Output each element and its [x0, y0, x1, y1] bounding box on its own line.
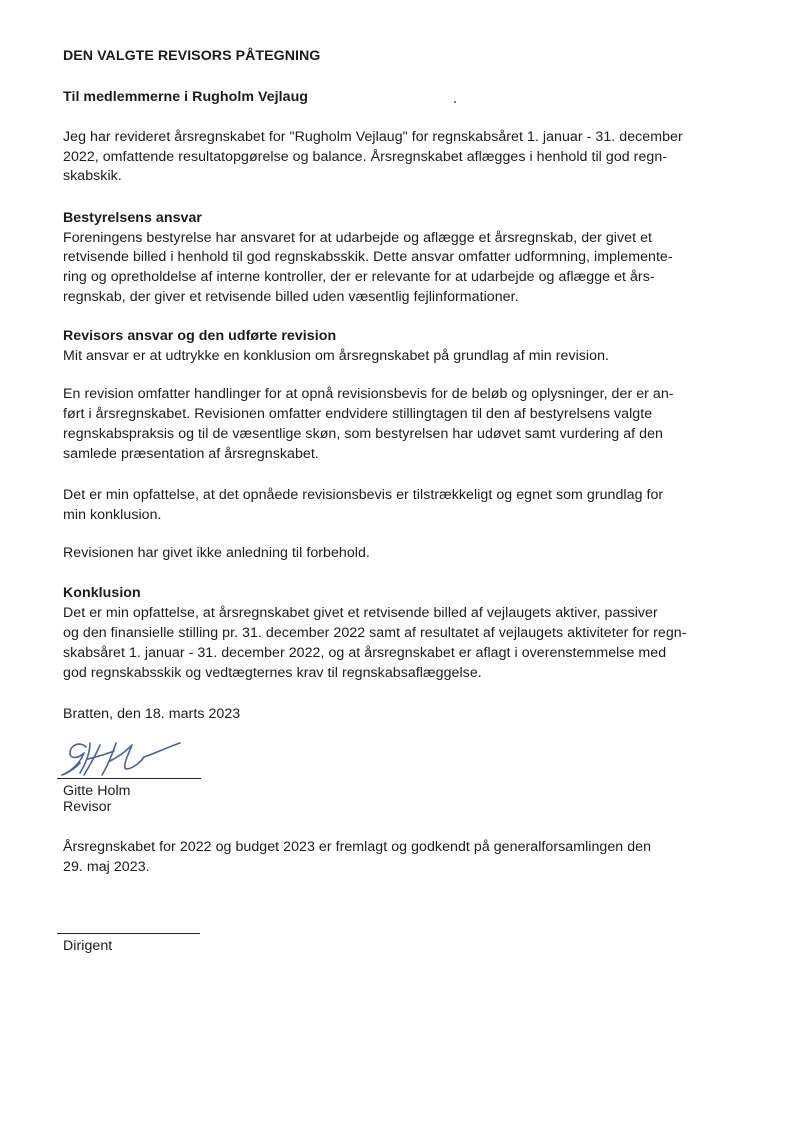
- signature-line: [57, 778, 201, 779]
- conclusion-line: og den finansielle stilling pr. 31. december 2022 samt af resultatet af vejlaugets aktiviteter for regn-: [63, 625, 687, 641]
- auditor-line: min konklusion.: [63, 507, 162, 523]
- scan-speck: [454, 101, 456, 103]
- board-line: Foreningens bestyrelse har ansvaret for at udarbejde og aflægge et årsregnskab, der givet et: [63, 230, 652, 246]
- intro-line: Jeg har revideret årsregnskabet for "Rugholm Vejlaug" for regnskabsåret 1. januar - 31. december: [63, 129, 683, 145]
- auditor-line: Revisionen har givet ikke anledning til forbehold.: [63, 545, 370, 561]
- conclusion-line: skabsåret 1. januar - 31. december 2022, og at årsregnskabet er aflagt i overenstemmelse med: [63, 645, 667, 661]
- dirigent-label: Dirigent: [63, 938, 113, 954]
- auditor-line: samlede præsentation af årsregnskabet.: [63, 446, 319, 462]
- auditor-line: ført i årsregnskabet. Revisionen omfatter endvidere stillingtagen til den af bestyrelsens valgte: [63, 406, 653, 422]
- dirigent-signature-line: [57, 933, 200, 934]
- place-date: Bratten, den 18. marts 2023: [63, 706, 241, 722]
- auditor-line: Mit ansvar er at udtrykke en konklusion om årsregnskabet på grundlag af min revision.: [63, 348, 610, 364]
- approval-line: Årsregnskabet for 2022 og budget 2023 er fremlagt og godkendt på generalforsamlingen den: [63, 839, 652, 855]
- auditor-line: Det er min opfattelse, at det opnåede revisionsbevis er tilstrækkeligt og egnet som grundlag for: [63, 487, 664, 503]
- auditor-section-title: Revisors ansvar og den udførte revision: [63, 328, 337, 344]
- auditor-line: En revision omfatter handlinger for at opnå revisionsbevis for de beløb og oplysninger, der er an-: [63, 386, 674, 402]
- intro-line: 2022, omfattende resultatopgørelse og balance. Årsregnskabet aflægges i henhold til god regn-: [63, 149, 668, 165]
- board-section-title: Bestyrelsens ansvar: [63, 210, 202, 226]
- handwritten-signature: [56, 733, 206, 783]
- auditor-line: regnskabspraksis og til de væsentlige skøn, som bestyrelsen har udøvet samt vurdering af den: [63, 426, 663, 442]
- intro-line: skabskik.: [63, 168, 122, 184]
- conclusion-section-title: Konklusion: [63, 585, 141, 601]
- signatory-name: Gitte Holm: [63, 783, 131, 799]
- signatory-role: Revisor: [63, 799, 112, 815]
- document-heading: DEN VALGTE REVISORS PÅTEGNING: [63, 48, 321, 64]
- board-line: ring og opretholdelse af interne kontroller, der er relevante for at udarbejde og aflægge et års-: [63, 269, 655, 285]
- conclusion-line: Det er min opfattelse, at årsregnskabet givet et retvisende billed af vejlaugets aktiver, passiver: [63, 605, 658, 621]
- conclusion-line: god regnskabsskik og vedtægternes krav til regnskabsaflæggelse.: [63, 665, 482, 681]
- board-line: regnskab, der giver et retvisende billed uden væsentlig fejlinformationer.: [63, 289, 519, 305]
- addressee: Til medlemmerne i Rugholm Vejlaug: [63, 89, 308, 105]
- approval-line: 29. maj 2023.: [63, 859, 150, 875]
- board-line: retvisende billed i henhold til god regnskabsskik. Dette ansvar omfatter udformning, implemente-: [63, 249, 673, 265]
